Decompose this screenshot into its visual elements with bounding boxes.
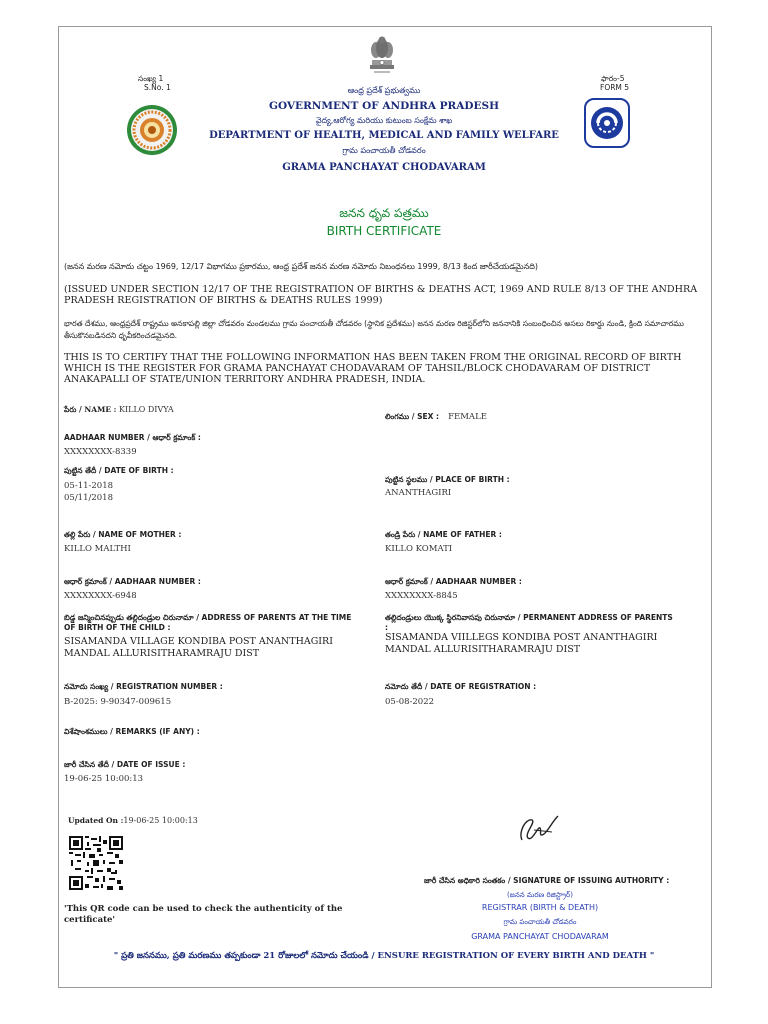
govt-name-en: GOVERNMENT OF ANDHRA PRADESH <box>268 100 500 112</box>
registration-date-value: 05-08-2022 <box>385 697 435 707</box>
mother-aadhaar-value: XXXXXXXX-6948 <box>64 591 137 601</box>
aadhaar-label: AADHAAR NUMBER / ఆధార్ క్రమాంక్ : <box>64 433 201 442</box>
certify-te: భారత దేశము, ఆంధ్రప్రదేశ్ రాష్ట్రము అనకాపల్లి జిల్లా చోడవరం మండలము గ్రామ పంచాయతీ చోడవరం (స్థానిక ప్రదేశము) జనన మరణ రిజిస్టర్‌లోని జననానికి సంబంధించిన అసలు రికార్డు నుండి, క్రింది సమాచారము తీసుకొనబడినదని ధృవీకరించడమైనది. <box>64 319 684 340</box>
gp-name-te: గ్రామ పంచాయతీ చోడవరం <box>342 146 426 155</box>
father-label: తండ్రి పేరు / NAME OF FATHER : <box>385 530 502 539</box>
registration-date-label: నమోదు తేదీ / DATE OF REGISTRATION : <box>385 682 537 691</box>
registration-slogan: " ప్రతి జననము, ప్రతి మరణము తప్పకుండా 21 రోజులలో నమోదు చేయండి / ENSURE REGISTRATION OF EVERY BIRTH AND DEATH " <box>113 951 655 961</box>
dob-value-2: 05/11/2018 <box>64 493 113 503</box>
registrar-gp-te: గ్రామ పంచాయతీ చోడవరం <box>503 918 577 926</box>
mother-value: KILLO MALTHI <box>64 544 131 554</box>
updated-on-label: Updated On : <box>68 816 124 825</box>
qr-note: 'This QR code can be used to check the authenticity of the certificate' <box>64 904 343 925</box>
certify-en: THIS IS TO CERTIFY THAT THE FOLLOWING INFORMATION HAS BEEN TAKEN FROM THE ORIGINAL RECORD OF BIRTH WHICH IS THE REGISTER FOR GRAMA PANCHAYAT CHODAVARAM OF TAHSIL/BLOCK CHODAVARAM OF DISTRICT ANAKAPALLI OF STATE/UNION TERRITORY ANDHRA PRADESH, INDIA. <box>64 352 682 385</box>
mother-label: తల్లి పేరు / NAME OF MOTHER : <box>64 530 182 539</box>
pob-label: పుట్టిన స్థలము / PLACE OF BIRTH : <box>385 475 510 484</box>
name-row <box>64 405 174 416</box>
registrar-te: (జనన మరణ రిజిస్ట్రార్) <box>507 891 573 899</box>
issued-under-en: (ISSUED UNDER SECTION 12/17 OF THE REGISTRATION OF BIRTHS & DEATHS ACT, 1969 AND RULE 8/13 OF THE ANDHRA PRADESH REGISTRATION OF BIRTHS & DEATHS RULES 1999) <box>64 284 698 306</box>
registrar-en: REGISTRAR (BIRTH & DEATH) <box>481 903 599 912</box>
dept-name-en: DEPARTMENT OF HEALTH, MEDICAL AND FAMILY WELFARE <box>209 130 559 141</box>
govt-name-te: ఆంధ్ర ప్రదేశ్ ప్రభుత్వము <box>347 86 421 95</box>
name-value: KILLO DIVYA <box>119 405 174 414</box>
form-number-en: FORM 5 <box>600 83 630 92</box>
issued-under-te: (జనన మరణ నమోదు చట్టం 1969, 12/17 విభాగము ప్రకారము, ఆంధ్ర ప్రదేశ్ జనన మరణ నమోదు నిబంధనలు 1999, 8/13 కింద జారీచేయడమైనది) <box>64 262 539 271</box>
serial-number-te: సంఖ్య 1 <box>138 74 164 83</box>
qr-code-icon[interactable] <box>69 836 123 890</box>
father-value: KILLO KOMATI <box>385 544 453 554</box>
title-te: జనన ధృవ పత్రము <box>339 206 429 220</box>
registrar-gp-en: GRAMA PANCHAYAT CHODAVARAM <box>471 932 609 941</box>
name-label-en: NAME : <box>84 405 120 414</box>
signature-icon <box>512 812 564 846</box>
mother-aadhaar-label: ఆధార్ క్రమాంక్ / AADHAAR NUMBER : <box>64 577 201 586</box>
aadhaar-value: XXXXXXXX-8339 <box>64 447 137 457</box>
updated-on <box>68 816 198 825</box>
title-en: BIRTH CERTIFICATE <box>326 224 442 238</box>
form-number-te: ఫారం-5 <box>601 74 625 83</box>
father-aadhaar-label: ఆధార్ క్రమాంక్ / AADHAAR NUMBER : <box>385 577 522 586</box>
updated-on-value: 19-06-25 10:00:13 <box>123 816 198 825</box>
remarks-label: విశేషాంశములు / REMARKS (IF ANY) : <box>64 727 200 736</box>
national-emblem-icon <box>366 31 398 75</box>
pob-value: ANANTHAGIRI <box>385 488 452 498</box>
dob-value-1: 05-11-2018 <box>64 481 114 491</box>
sex-row <box>385 404 487 423</box>
father-aadhaar-value: XXXXXXXX-8845 <box>385 591 458 601</box>
registration-number-value: B-2025: 9-90347-009615 <box>64 697 172 707</box>
sex-value: FEMALE <box>448 412 487 422</box>
date-of-issue-label: జారీ చేసిన తేదీ / DATE OF ISSUE : <box>64 760 186 769</box>
address-at-birth-value: SISAMANDA VILLAGE KONDIBA POST ANANTHAGIRI MANDAL ALLURISITHARAMRAJU DIST <box>64 636 333 659</box>
sex-label: లింగము / SEX : <box>385 412 440 421</box>
serial-number-en: S.No. 1 <box>144 83 171 92</box>
gp-name-en: GRAMA PANCHAYAT CHODAVARAM <box>282 162 486 173</box>
registration-number-label: నమోదు సంఖ్య / REGISTRATION NUMBER : <box>64 682 223 691</box>
permanent-address-value: SISAMANDA VIILLEGS KONDIBA POST ANANTHAGIRI MANDAL ALLURISITHARAMRAJU DIST <box>385 632 658 655</box>
address-at-birth-label: బిడ్డ జన్మించినప్పుడు తల్లిదండ్రుల చిరునామా / ADDRESS OF PARENTS AT THE TIME OF BIRTH OF THE CHILD : <box>64 613 352 632</box>
dob-label: పుట్టిన తేదీ / DATE OF BIRTH : <box>64 466 174 475</box>
name-label-te: పేరు / <box>64 405 85 414</box>
signature-label: జారీ చేసిన అధికారి సంతకం / SIGNATURE OF ISSUING AUTHORITY : <box>424 876 670 885</box>
date-of-issue-value: 19-06-25 10:00:13 <box>64 774 144 784</box>
dept-name-te: వైద్య,ఆరోగ్య మరియు కుటుంబ సంక్షేమ శాఖ <box>315 116 453 125</box>
permanent-address-label: తల్లిదండ్రులు యొక్క స్థిరనివాసపు చిరునామా / PERMANENT ADDRESS OF PARENTS : <box>385 613 673 632</box>
